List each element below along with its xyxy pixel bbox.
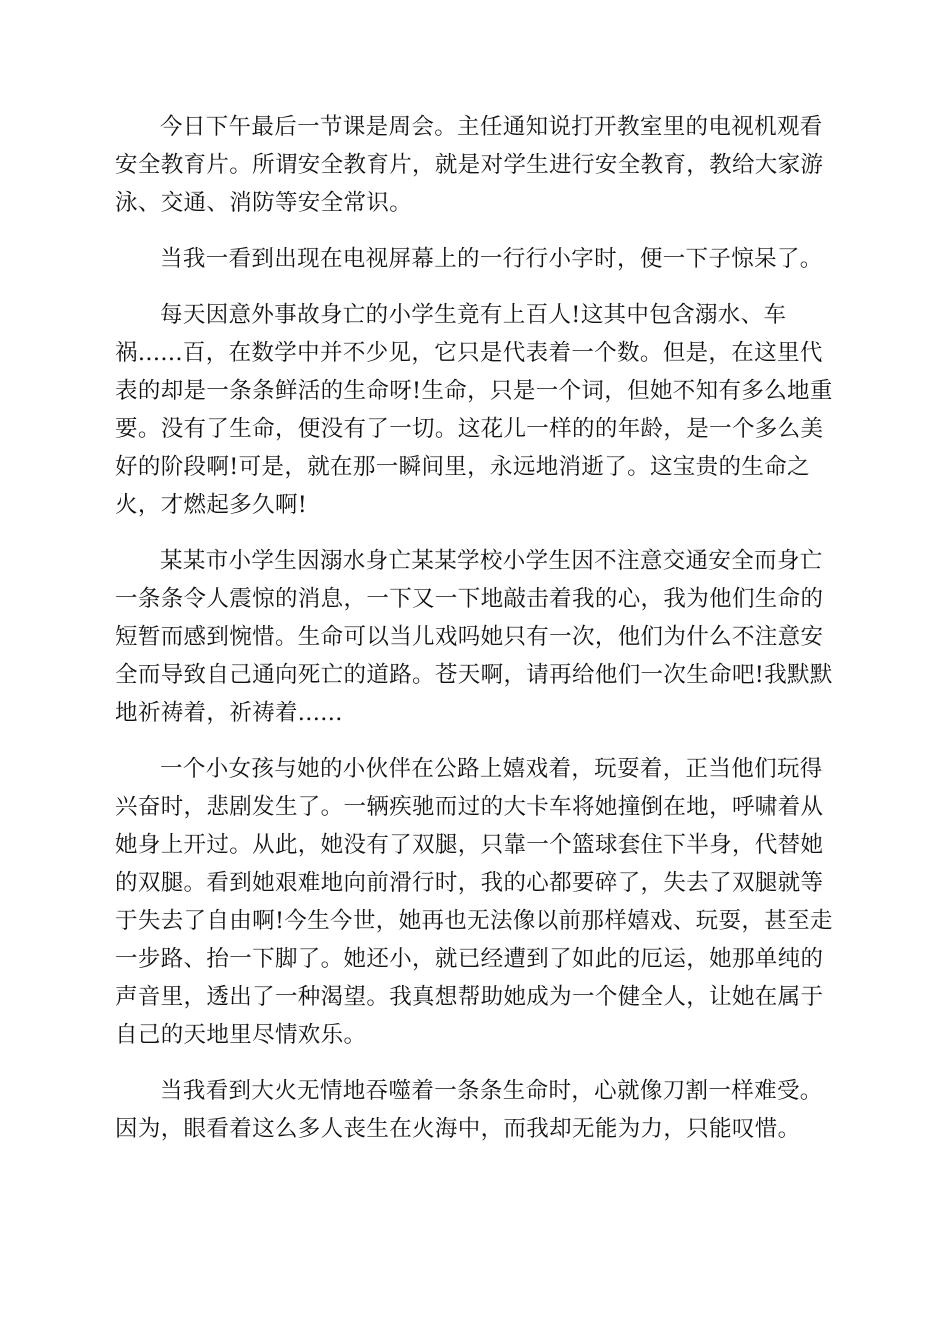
document-body	[115, 108, 837, 1166]
paragraph-2: 当我一看到出现在电视屏幕上的一行行小字时，便一下子惊呆了。	[160, 246, 823, 272]
paragraph-4: 某某市小学生因溺水身亡某某学校小学生因不注意交通安全而身亡一条条令人震惊的消息，一下又一下地敲击着我的心，我为他们生命的短暂而感到惋惜。生命可以当儿戏吗她只有一次，他们为什么不注意安全而导致自己通向死亡的道路。苍天啊，请再给他们一次生命吧!我默默地祈祷着，祈祷着......	[115, 548, 833, 726]
paragraph-5: 一个小女孩与她的小伙伴在公路上嬉戏着，玩耍着，正当他们玩得兴奋时，悲剧发生了。一辆疾驰而过的大卡车将她撞倒在地，呼啸着从她身上开过。从此，她没有了双腿，只靠一个篮球套住下半身，代替她的双腿。看到她艰难地向前滑行时，我的心都要碎了，失去了双腿就等于失去了自由啊!今生今世，她再也无法像以前那样嬉戏、玩耍，甚至走一步路、抬一下脚了。她还小，就已经遭到了如此的厄运，她那单纯的声音里，透出了一种渴望。我真想帮助她成为一个健全人，让她在属于自己的天地里尽情欢乐。	[115, 756, 833, 1048]
paragraph-6: 当我看到大火无情地吞噬着一条条生命时，心就像刀割一样难受。因为，眼看着这么多人丧生在火海中，而我却无能为力，只能叹惜。	[115, 1078, 823, 1142]
paragraph-1: 今日下午最后一节课是周会。主任通知说打开教室里的电视机观看安全教育片。所谓安全教育片，就是对学生进行安全教育，教给大家游泳、交通、消防等安全常识。	[115, 114, 824, 216]
paragraph-3: 每天因意外事故身亡的小学生竟有上百人!这其中包含溺水、车祸......百，在数学中并不少见，它只是代表着一个数。但是，在这里代表的却是一条条鲜活的生命呀!生命，只是一个词，但她不知有多么地重要。没有了生命，便没有了一切。这花儿一样的的年龄，是一个多么美好的阶段啊!可是，就在那一瞬间里，永远地消逝了。这宝贵的生命之火，才燃起多久啊!	[115, 302, 833, 518]
